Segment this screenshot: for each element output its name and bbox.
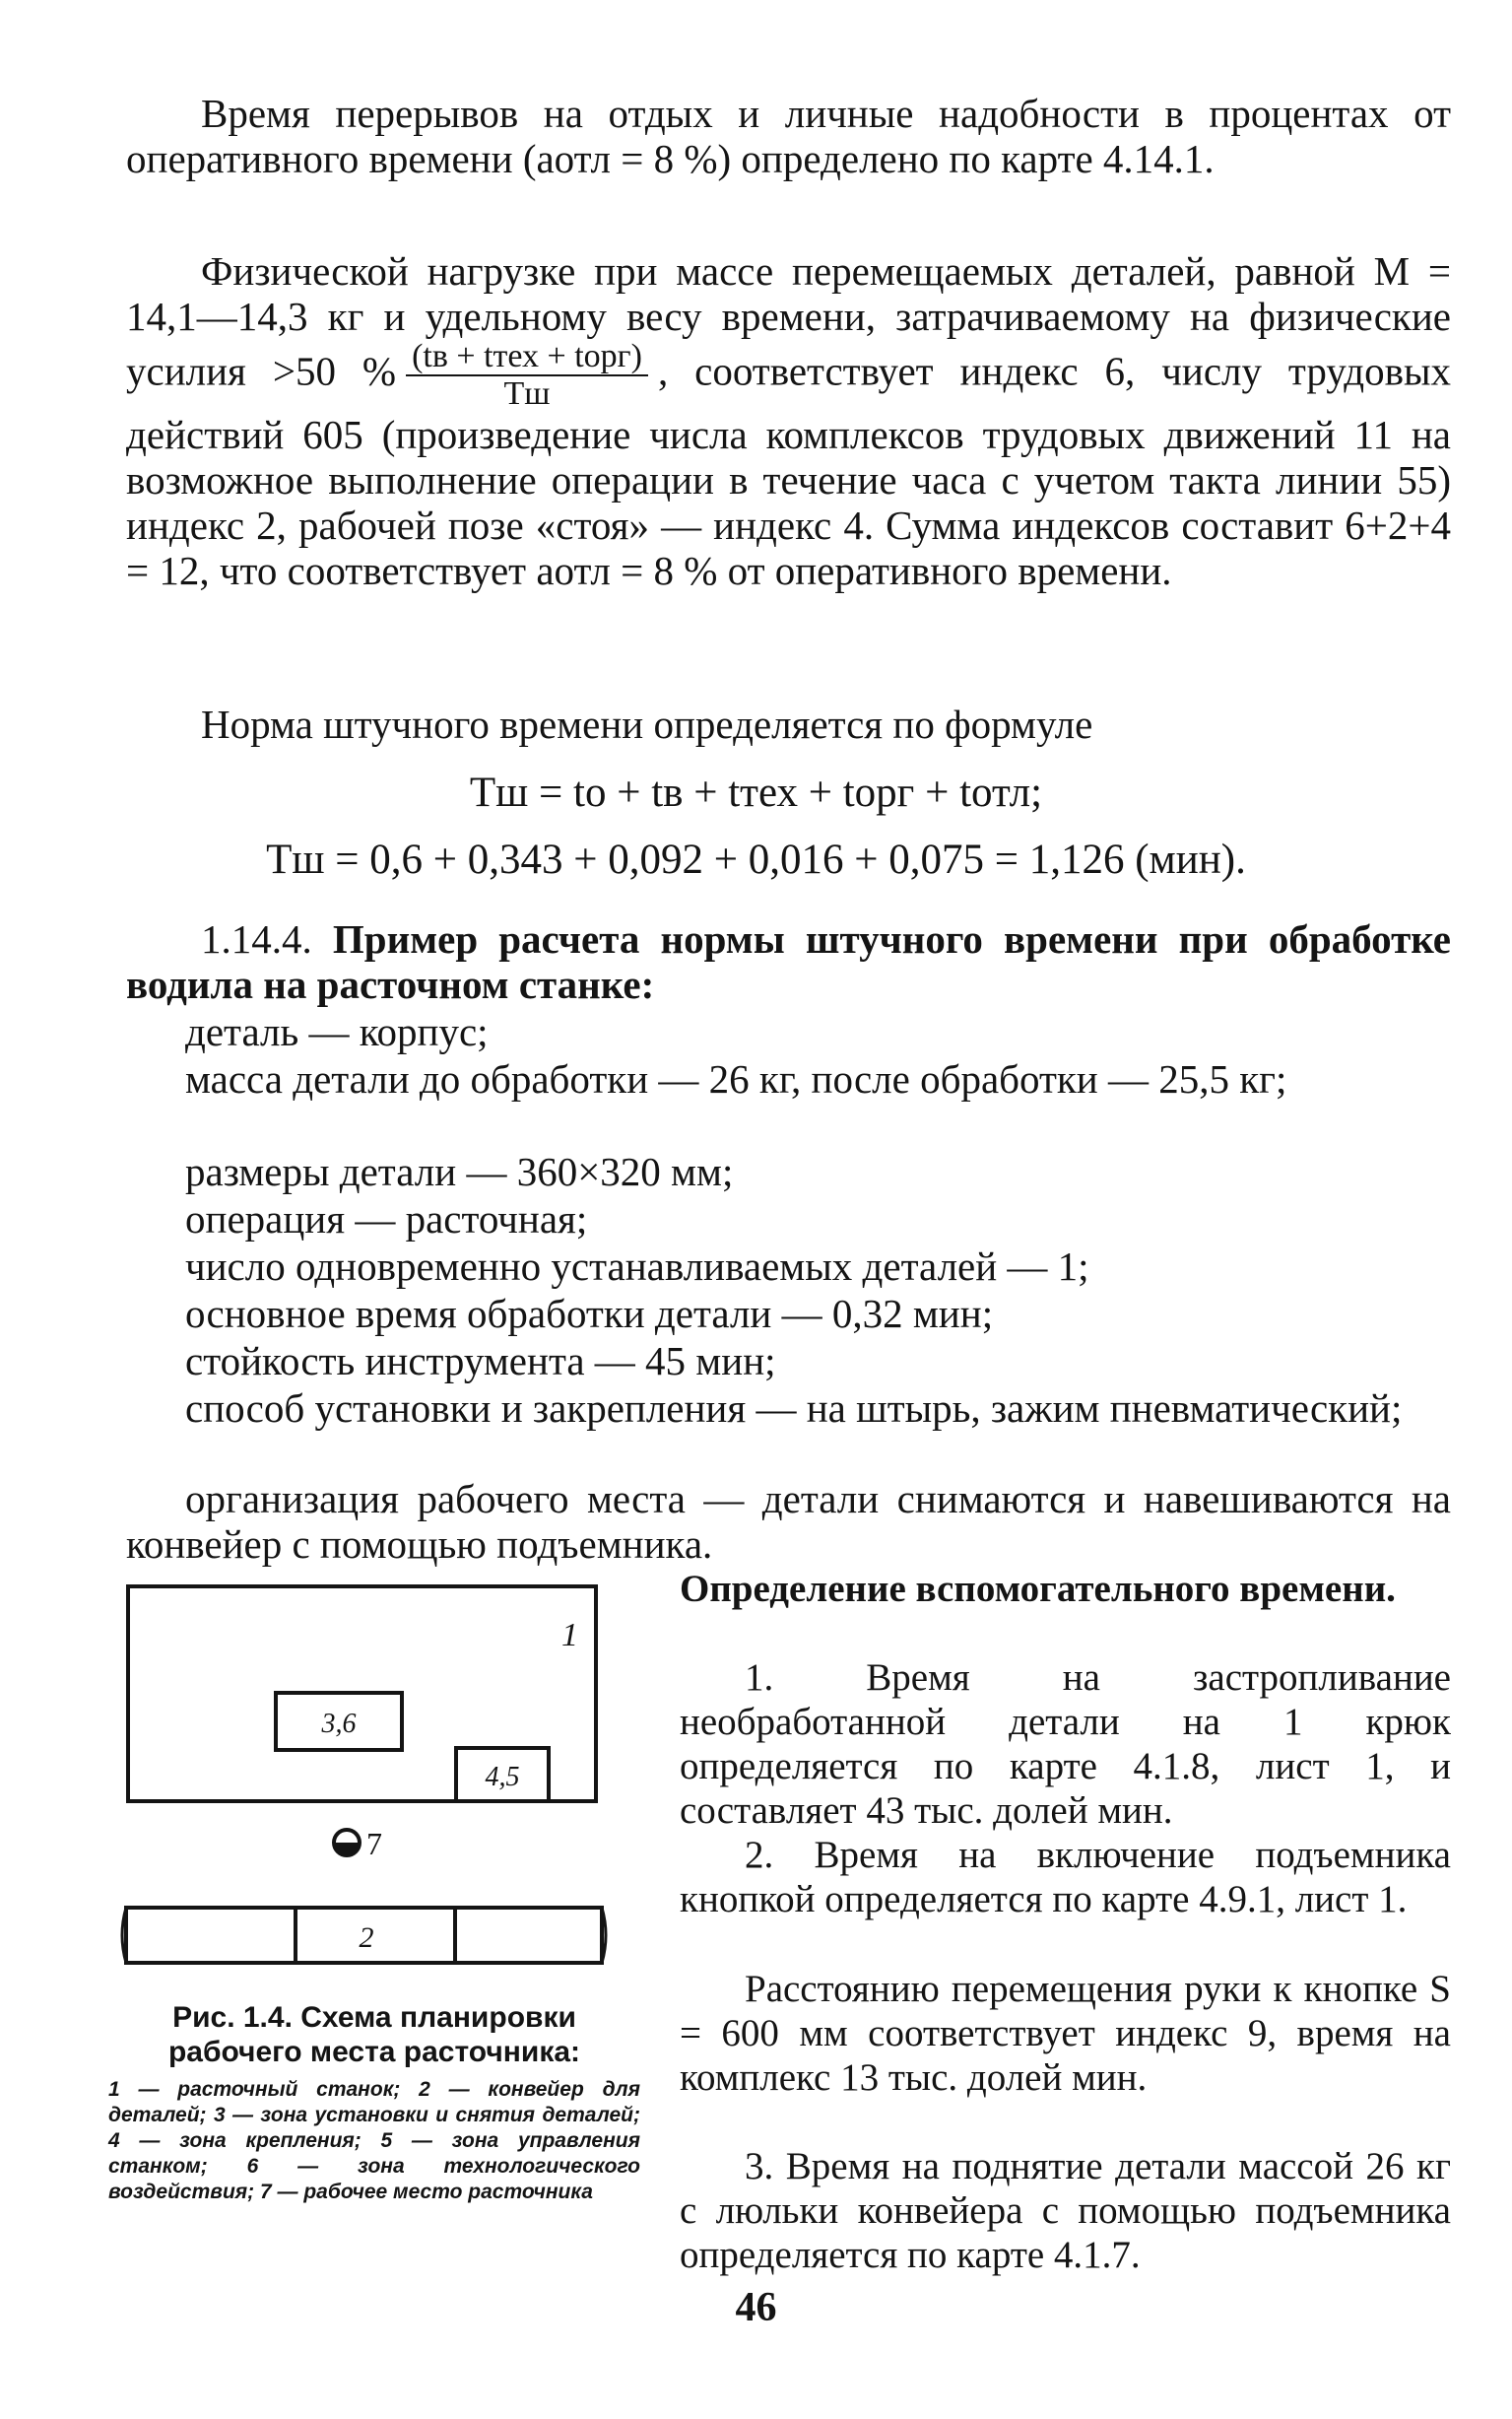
paragraph-physical-load-text-1: Физической нагрузке при массе перемещаемых деталей, равной M = 14,1—14,3 кг и удельному весу времени, затрачиваемому на физические усилия >50 % xyxy=(126,248,1451,394)
section-title: Пример расчета нормы штучного времени при обработке водила на расточном станке: xyxy=(126,916,1452,1007)
paragraph-rest-time-text: Время перерывов на отдых и личные надобности в процентах от оперативного времени (aотл = 8 %) определено по карте 4.14.1. xyxy=(126,91,1451,181)
auxiliary-step-2 xyxy=(680,1833,1451,1921)
fraction-denominator: Tш xyxy=(503,375,551,412)
detail-item-text: масса детали до обработки — 26 кг, после обработки — 25,5 кг; xyxy=(185,1056,1287,1102)
detail-item xyxy=(126,1009,1451,1054)
fraction-numerator: (tв + tтех + tорг) xyxy=(406,339,648,376)
detail-item-text: способ установки и закрепления — на штырь, зажим пневматический; xyxy=(185,1385,1403,1431)
workplace-layout-svg xyxy=(99,1575,650,1988)
detail-item-text: размеры детали — 360×320 мм; xyxy=(185,1149,734,1194)
auxiliary-step-3 xyxy=(680,2144,1451,2277)
detail-item xyxy=(126,1149,1451,1194)
auxiliary-step-1 xyxy=(680,1655,1451,1833)
section-heading xyxy=(126,916,1451,1007)
auxiliary-time-heading: Определение вспомогательного времени. xyxy=(680,1568,1396,1610)
detail-item-text: деталь — корпус; xyxy=(185,1009,489,1054)
detail-item xyxy=(126,1196,1451,1242)
figure-legend: 1 — расточный станок; 2 — конвейер для деталей; 3 — зона установки и снятия деталей; 4 — зона крепления; 5 — зона управления станком; 6 — зона технологического воздействия; 7 — рабочее место расточника xyxy=(108,2078,640,2203)
detail-item xyxy=(126,1056,1451,1102)
auxiliary-step-2-text: 2. Время на включение подъемника кнопкой определяется по карте 4.9.1, лист 1. xyxy=(680,1834,1451,1920)
section-number: 1.14.4. xyxy=(201,916,312,962)
label-machine: 1 xyxy=(561,1617,578,1653)
detail-item-text: операция — расточная; xyxy=(185,1196,588,1242)
detail-item-text: число одновременно устанавливаемых деталей — 1; xyxy=(185,1243,1089,1289)
page-number: 46 xyxy=(735,2285,777,2330)
auxiliary-step-1-text: 1. Время на застропливание необработанной детали на 1 крюк определяется по карте 4.1.8, лист 1, и составляет 43 тыс. долей мин. xyxy=(680,1656,1451,1832)
formula-calculation: Tш = 0,6 + 0,343 + 0,092 + 0,016 + 0,075 = 1,126 (мин). xyxy=(266,837,1246,883)
auxiliary-step-3-text: 3. Время на поднятие детали массой 26 кг с люльки конвейера с помощью подъемника определяется по карте 4.1.7. xyxy=(680,2145,1451,2276)
paragraph-norm-formula-intro-text: Норма штучного времени определяется по формуле xyxy=(201,702,1093,747)
workplace-layout-diagram xyxy=(99,1575,650,1988)
label-zone-36: 3,6 xyxy=(321,1709,357,1739)
figure-caption: Рис. 1.4. Схема планировки рабочего места расточника: xyxy=(167,2001,581,2068)
detail-item-text: организация рабочего места — детали снимаются и навешиваются на конвейер с помощью подъемника. xyxy=(126,1476,1451,1567)
formula-general: Tш = tо + tв + tтех + tорг + tотл; xyxy=(469,770,1043,816)
detail-item xyxy=(126,1476,1451,1567)
time-fraction xyxy=(406,339,648,412)
detail-item xyxy=(126,1338,1451,1383)
label-conveyor: 2 xyxy=(359,1921,374,1954)
paragraph-rest-time xyxy=(126,91,1451,181)
detail-item xyxy=(126,1291,1451,1336)
detail-item-text: основное время обработки детали — 0,32 мин; xyxy=(185,1291,994,1336)
paragraph-physical-load-text-2: , соответствует индекс 6, числу трудовых действий 605 (произведение числа комплексов трудовых движений 11 на возможное выполнение операции в течение часа с учетом такта линии 55) индекс 2, рабочей позе «стоя» — индекс 4. Сумма индексов составит 6+2+4 = 12, что соответствует aотл = 8 % от оперативного времени. xyxy=(126,348,1451,593)
auxiliary-step-2-detail xyxy=(680,1967,1451,2100)
label-zone-45: 4,5 xyxy=(485,1762,520,1792)
auxiliary-step-2-detail-text: Расстоянию перемещения руки к кнопке S = 600 мм соответствует индекс 9, время на комплекс 13 тыс. долей мин. xyxy=(680,1968,1451,2099)
detail-item xyxy=(126,1385,1451,1431)
label-operator: 7 xyxy=(366,1826,382,1861)
paragraph-norm-formula-intro xyxy=(126,702,1451,747)
detail-item xyxy=(126,1243,1451,1289)
paragraph-physical-load xyxy=(126,248,1451,593)
detail-item-text: стойкость инструмента — 45 мин; xyxy=(185,1338,776,1383)
